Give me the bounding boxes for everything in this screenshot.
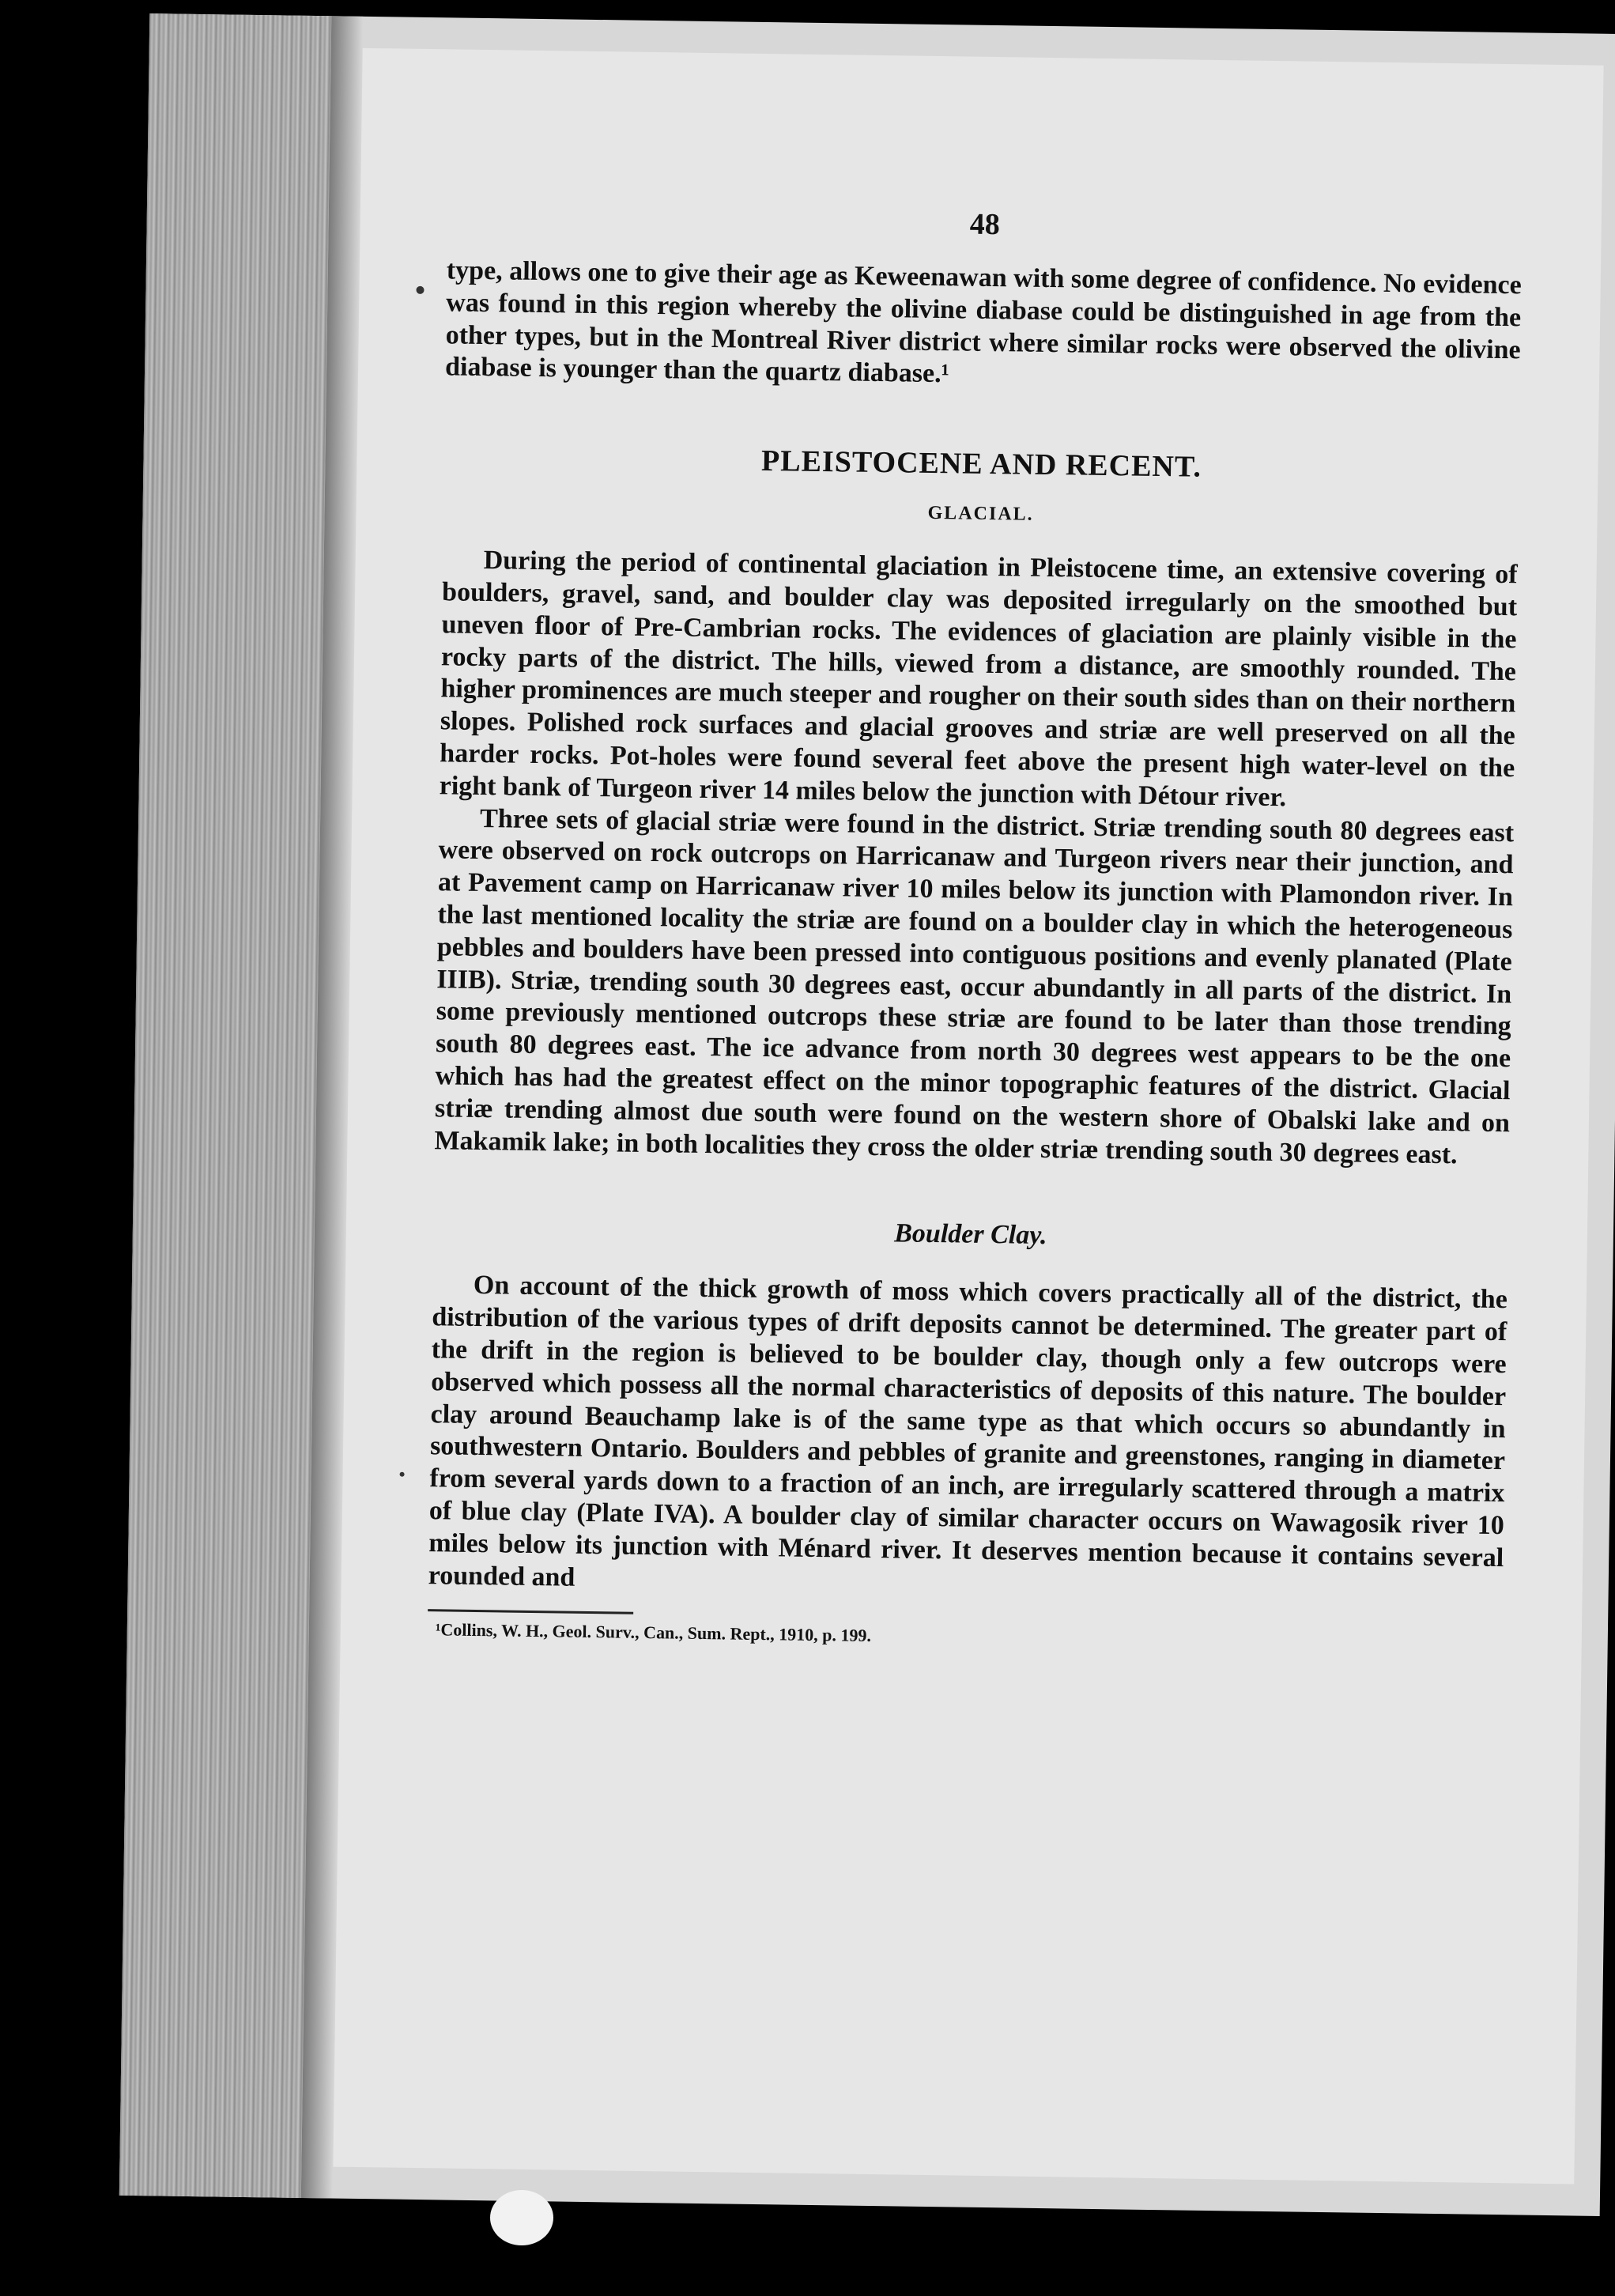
- section-heading: PLEISTOCENE AND RECENT.: [760, 444, 1202, 484]
- paragraph-boulder-clay: On account of the thick growth of moss which covers practically all of the district, the distribution of the various types of drift deposits cannot be determined. The greater part of the drift in the region is believed to be boulder clay, though only a few outcrops were observed which possess all the normal characteristics of deposits of this nature. The boulder clay around Beauchamp lake is of the same type as that which occurs so abundantly in southwestern Ontario. Boulders and pebbles of granite and greenstones, ranging in diameter from several yards down to a fraction of an inch, are irregularly scattered through a matrix of blue clay (Plate IVA). A boulder clay of similar character occurs on Wawagosik river 10 miles below its junction with Ménard river. It deserves mention because it contains several rounded and: [428, 1271, 1508, 1592]
- page: [333, 48, 1603, 2185]
- paragraph-olivine-diabase: type, allows one to give their age as Keweenawan with some degree of confidence. No evidence was found in this region whereby the olivine diabase could be distinguished in age from the other types, but in the Montreal River district where similar rocks were observed the olivine diabase is younger than the quartz diabase.¹: [444, 255, 1522, 389]
- footnote: ¹Collins, W. H., Geol. Surv., Can., Sum. Rept., 1910, p. 199.: [435, 1619, 872, 1646]
- footnote-rule: [428, 1609, 633, 1614]
- paper-tear-mark: [490, 2190, 553, 2245]
- book-scan: [119, 13, 1615, 2216]
- page-number: 48: [969, 207, 1001, 242]
- paragraph-striae: Three sets of glacial striæ were found in the district. Striæ trending south 80 degrees east were observed on rock outcrops on Harricanaw and Turgeon rivers near their junction, and at Pavement camp on Harricanaw river 10 miles below its junction with Plamondon river. In the last mentioned locality the striæ are found on a boulder clay in which the heterogeneous pebbles and boulders have been pressed into contiguous positions and evenly planated (Plate IIIB). Striæ, trending south 30 degrees east, occur abundantly in all parts of the district. In some previously mentioned outcrops these striæ are found to be later than those trending south 80 degrees east. The ice advance from north 30 degrees west appears to be the one which has had the greatest effect on the minor topographic features of the district. Glacial striæ trending almost due south were found on the western shore of Obalski lake and on Makamik lake; in both localities they cross the older striæ trending south 30 degrees east.: [434, 803, 1515, 1169]
- paragraph-glaciation: During the period of continental glaciation in Pleistocene time, an extensive covering of boulders, gravel, sand, and boulder clay was deposited irregularly on the smoothed but uneven floor of Pre-Cambrian rocks. The evidences of glaciation are plainly visible in the rocky parts of the district. The hills, viewed from a distance, are smoothly rounded. The higher prominences are much steeper and rougher on their south sides than on their northern slopes. Polished rock surfaces and glacial grooves and striæ are well preserved on all the harder rocks. Pot-holes were found several feet above the present high water-level on the right bank of Turgeon river 14 miles below the junction with Détour river.: [439, 546, 1518, 812]
- scan-speck: [416, 286, 424, 294]
- page-content: [428, 207, 1522, 1655]
- scan-speck: [400, 1472, 405, 1477]
- sub-heading-glacial: GLACIAL.: [927, 503, 1034, 525]
- sub-heading-boulder-clay: Boulder Clay.: [893, 1218, 1047, 1251]
- page-edges: [119, 13, 332, 2198]
